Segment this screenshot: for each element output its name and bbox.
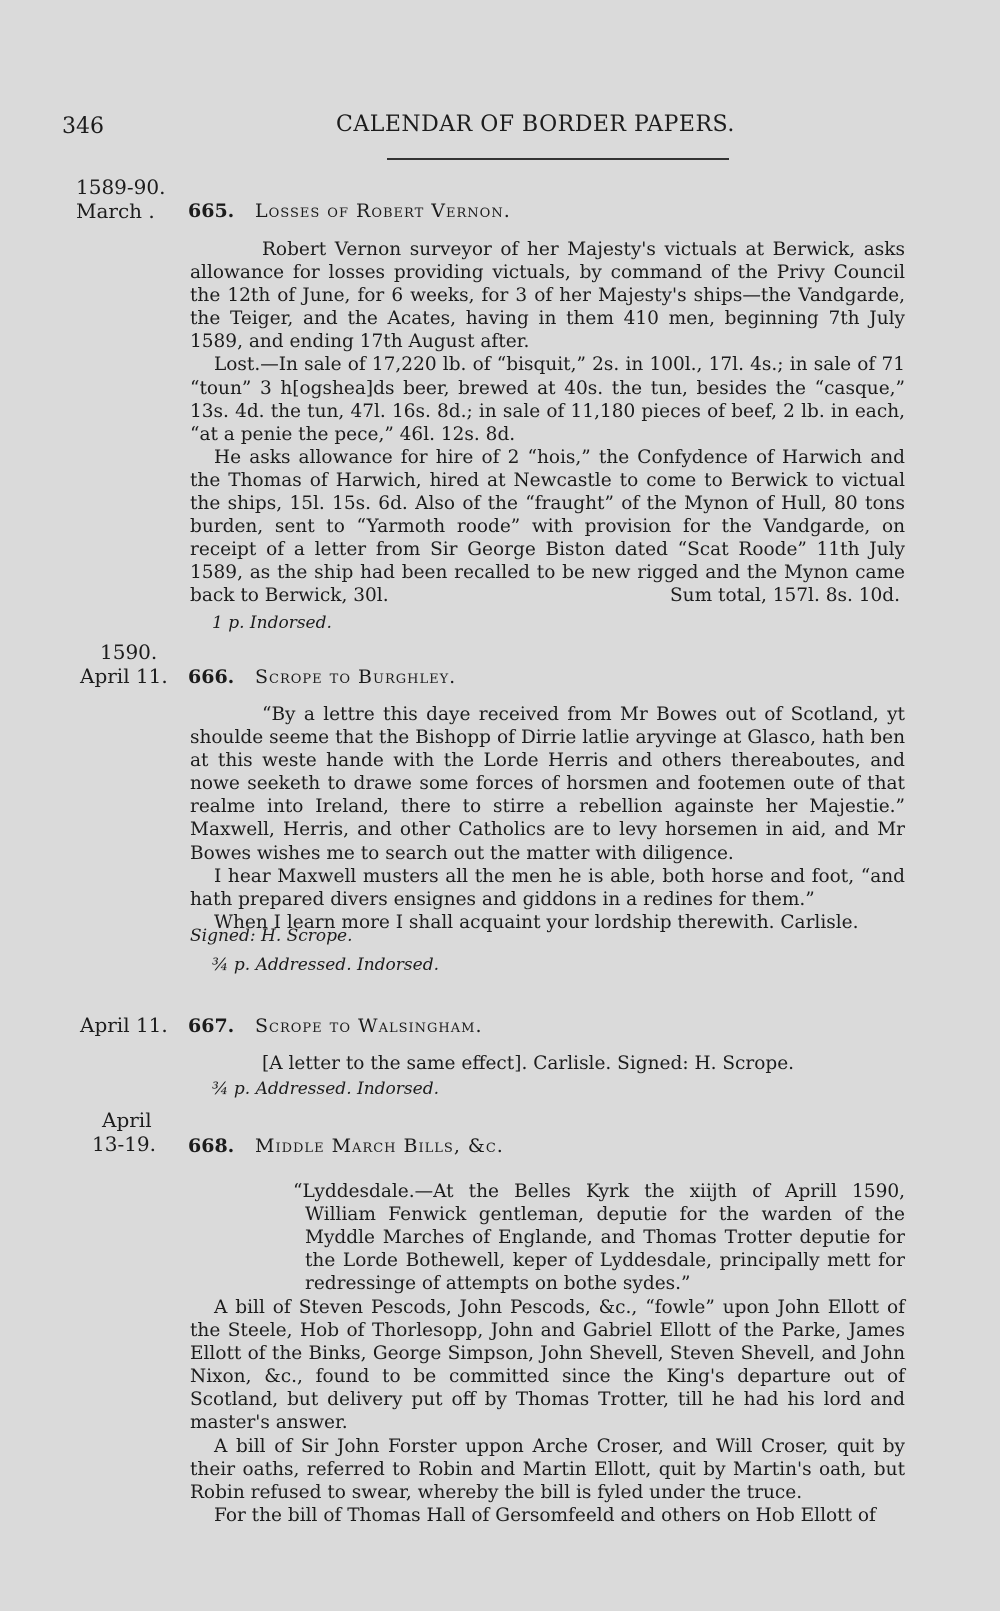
entry-body: [190, 1296, 905, 1527]
entry-date: April 11.: [80, 1013, 168, 1037]
quote-text: “Lyddesdale.—At the Belles Kyrk the xiijth of Aprill 1590, William Fenwick gentleman, deputie for the warden of the Myddle Marches of Englande, and Thomas Trotter deputie for the Lorde Bothewell, keper of Lyddesdale, principally mett for redressinge of attempts on bothe sydes.”: [293, 1181, 905, 1295]
entry-date-month: April: [102, 1108, 152, 1132]
entry-year: 1590.: [100, 640, 158, 664]
entry-body: [262, 1052, 902, 1075]
paragraph: When I learn more I shall acquaint your lordship therewith. Carlisle.: [214, 911, 859, 933]
paragraph: He asks allowance for hire of 2 “hois,” the Confydence of Harwich and the Thomas of Harwich, hired at Newcastle to come to Berwick to victual the ships, 15l. 15s. 6d. Also of the “fraught” of the Mynon of Hull, 80 tons burden, sent to “Yarmoth roode” with provision for the Vandgarde, on receipt of a letter from Sir George Biston dated “Scat Roode” 11th July 1589, as the ship had been recalled to be new rigged and the Mynon came back to Berwick, 30l.: [190, 446, 905, 607]
entry-date: March .: [76, 199, 155, 223]
entry-note: ¾ p. Addressed. Indorsed.: [212, 1079, 439, 1099]
paragraph: Robert Vernon surveyor of her Majesty's victuals at Berwick, asks allowance for losses providing victuals, by command of the Privy Council the 12th of June, for 6 weeks, for 3 of her Majesty's ships—the Vandgarde, the Teiger, and the Acates, having in them 410 men, beginning 7th July 1589, and ending 17th August after.: [190, 239, 905, 353]
quoted-record: [190, 1180, 905, 1295]
paragraph: A bill of Sir John Forster uppon Arche Croser, and Will Croser, quit by their oaths, referred to Robin and Martin Ellott, quit by Martin's oath, but Robin refused to swear, whereby the bill is fyled under the truce.: [190, 1435, 905, 1503]
entry-date-days: 13-19.: [92, 1132, 157, 1156]
sum-total: Sum total, 157l. 8s. 10d.: [670, 585, 901, 606]
header-rule: [387, 158, 729, 160]
entry-title: Losses of Robert Vernon.: [255, 200, 511, 222]
entry-number: 667.: [188, 1015, 235, 1037]
paragraph: [A letter to the same effect]. Carlisle. Signed: H. Scrope.: [262, 1053, 795, 1074]
paragraph: I hear Maxwell musters all the men he is able, both horse and foot, “and hath prepared divers ensignes and giddons in a redines for them.”: [190, 865, 905, 910]
entry-date: April 11.: [80, 664, 168, 688]
paragraph: Lost.—In sale of 17,220 lb. of “bisquit,” 2s. in 100l., 17l. 4s.; in sale of 71 “toun” 3 h[ogshea]ds beer, brewed at 40s. the tun, besides the “casque,” 13s. 4d. the tun, 47l. 16s. 8d.; in sale of 11,180 pieces of beef, 2 lb. in each, “at a penie the pece,” 46l. 12s. 8d.: [190, 354, 905, 445]
entry-year: 1589-90.: [76, 175, 166, 199]
entry-body: [190, 703, 905, 934]
entry-note: 1 p. Indorsed.: [212, 613, 332, 633]
entry-body: [190, 238, 905, 608]
running-title: CALENDAR OF BORDER PAPERS.: [336, 112, 735, 137]
signature-line: Signed: H. Scrope.: [190, 926, 353, 946]
entry-title: Middle March Bills, &c.: [255, 1135, 504, 1157]
entry-note: ¾ p. Addressed. Indorsed.: [212, 955, 439, 975]
entry-number: 668.: [188, 1135, 235, 1157]
entry-number: 665.: [188, 200, 235, 222]
entry-title: Scrope to Walsingham.: [255, 1015, 483, 1037]
paragraph: A bill of Steven Pescods, John Pescods, &c., “fowle” upon John Ellott of the Steele, Hob of Thorlesopp, John and Gabriel Ellott of the Parke, James Ellott of the Binks, George Simpson, John Shevell, Steven Shevell, and John Nixon, &c., found to be committed since the King's departure out of Scotland, but delivery put off by Thomas Trotter, till he had his lord and master's answer.: [190, 1297, 905, 1434]
entry-title: Scrope to Burghley.: [255, 666, 457, 688]
paragraph: “By a lettre this daye received from Mr Bowes out of Scotland, yt shoulde seeme that the Bishopp of Dirrie latlie aryvinge at Glasco, hath ben at this weste hande with the Lorde Herris and others thereaboutes, and nowe seeketh to drawe some forces of horsmen and footemen oute of that realme into Ireland, there to stirre a rebellion againste her Majestie.” Maxwell, Herris, and other Catholics are to levy horsemen in aid, and Mr Bowes wishes me to search out the matter with diligence.: [190, 704, 905, 864]
entry-number: 666.: [188, 666, 235, 688]
page-number: 346: [62, 114, 104, 139]
paragraph: For the bill of Thomas Hall of Gersomfeeld and others on Hob Ellott of: [214, 1504, 876, 1526]
